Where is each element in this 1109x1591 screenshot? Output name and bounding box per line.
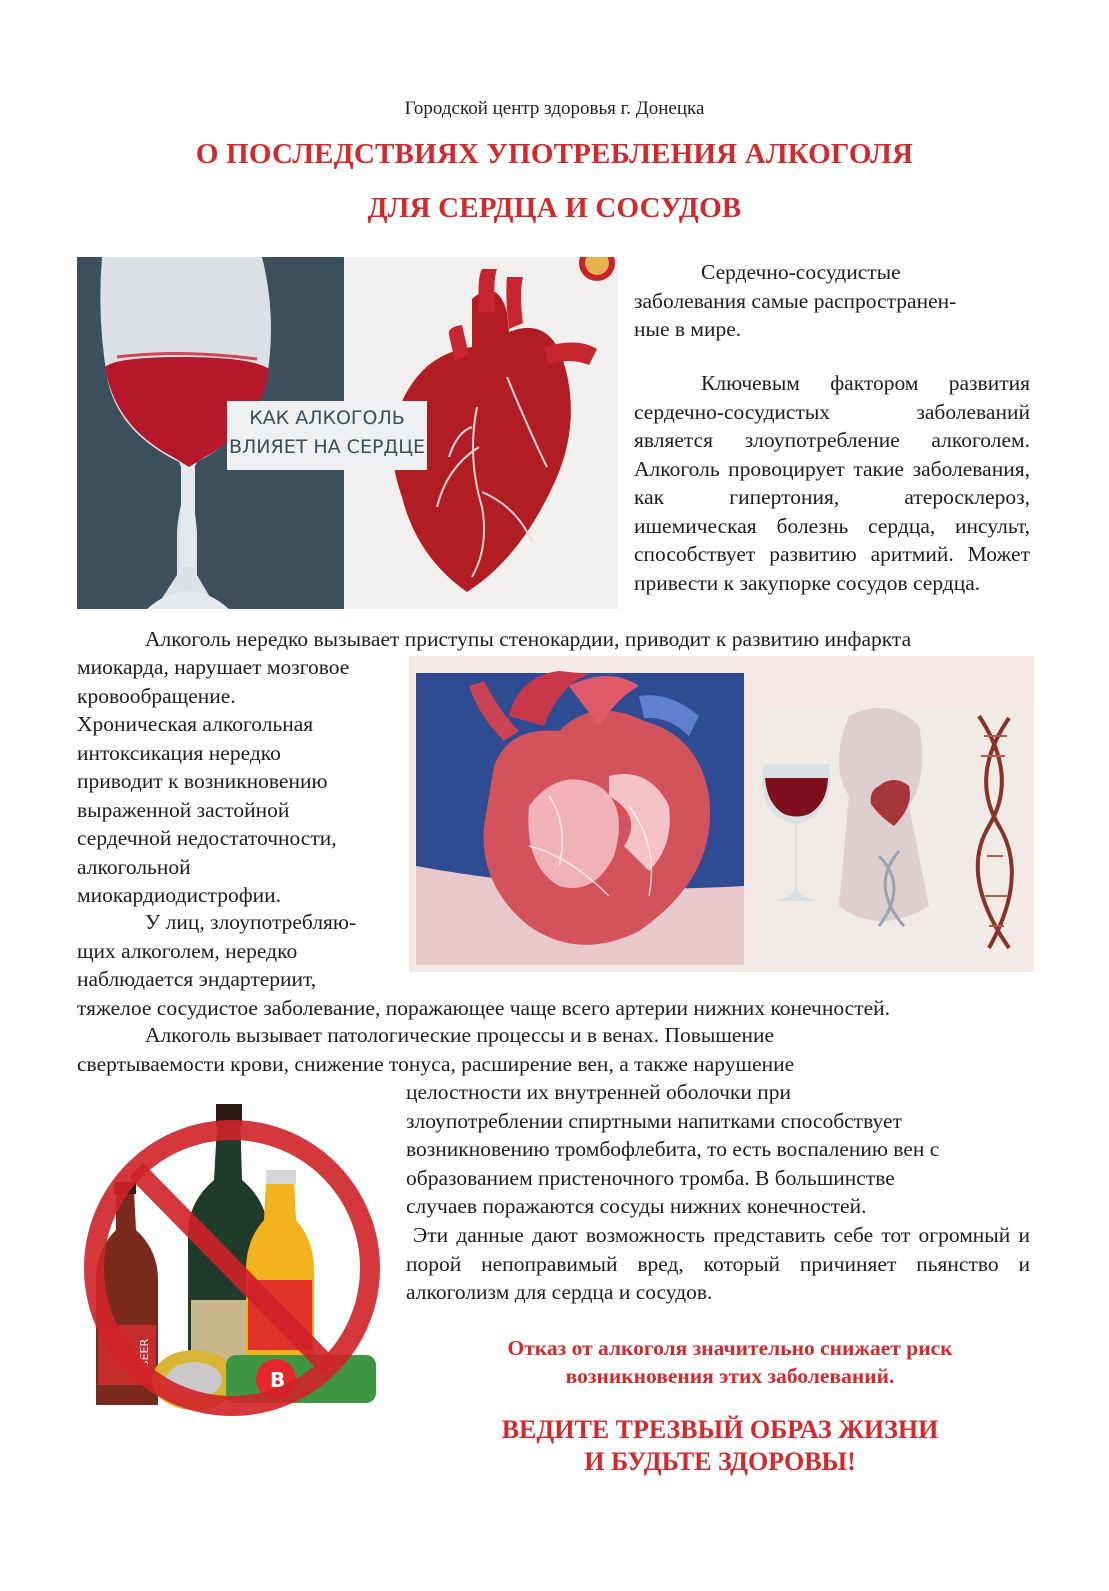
paragraph-line: наблюдается эндартериит,	[77, 967, 317, 991]
paragraph-line: заболевания самые распространен-	[634, 288, 957, 313]
paragraph-line: образованием пристеночного тромба. В большинстве	[406, 1165, 895, 1190]
alcohol-heart-illustration	[77, 257, 618, 609]
paragraph-endarteritis	[77, 908, 1037, 1022]
paragraph-key-factor: Ключевым фактором развития сердечно-сосудистых заболеваний является злоупотребление алкоголем. Алкоголь провоцирует такие заболевания, как гипертония, атеросклероз, ишемическая болезнь сердца, инсульт, способствует развитию аритмий. Может привести к закупорке сосудов сердца.	[634, 371, 1030, 595]
image-caption-line1: КАК АЛКОГОЛЬ	[249, 407, 405, 429]
risk-reduction-message	[400, 1334, 1060, 1390]
can-label: B	[270, 1368, 286, 1392]
paragraph-line: выраженной застойной	[77, 797, 290, 822]
paragraph-conclusion: Эти данные дают возможность представить себе тот огромный и порой непоправимый вред, который причиняет пьянство и алкоголизм для сердца и сосудов.	[406, 1223, 1030, 1304]
paragraph-line: возникновению тромбофлебита, то есть воспалению вен с	[406, 1137, 940, 1161]
paragraph-line: миокарда, нарушает мозговое	[77, 655, 350, 679]
organization-name: Городской центр здоровья г. Донецка	[404, 98, 705, 119]
paragraph-line: Хроническая алкогольная	[77, 712, 314, 736]
no-alcohol-illustration	[76, 1100, 388, 1430]
paragraph-line: целостности их внутренней оболочки при	[406, 1080, 792, 1104]
paragraph-line: приводит к возникновению	[77, 769, 328, 793]
paragraph-line: ные в мире.	[634, 317, 742, 341]
paragraph-cardiovascular-intro	[634, 258, 1032, 344]
paragraph-line: алкогольной	[77, 854, 191, 879]
paragraph-line: щих алкоголем, нередко	[77, 938, 298, 963]
paragraph-line: злоупотреблении спиртными напитками способствует	[406, 1108, 902, 1133]
paragraph-line: миокардиодистрофии.	[77, 883, 282, 907]
no-alcohol-sign-graphic	[76, 1100, 388, 1430]
paragraph-line: кровообращение.	[77, 683, 236, 708]
paragraph-line: сердечной недостаточности,	[77, 826, 337, 850]
paragraph-line: случаев поражаются сосуды нижних конечностей.	[406, 1194, 867, 1218]
risk-reduction-line1: Отказ от алкоголя значительно снижает риск	[507, 1336, 953, 1360]
image-caption-box	[227, 401, 427, 470]
paragraph-line: интоксикация нередко	[77, 740, 281, 765]
page-title-line1: О ПОСЛЕДСТВИЯХ УПОТРЕБЛЕНИЯ АЛКОГОЛЯ	[195, 138, 914, 170]
page-title-line2: ДЛЯ СЕРДЦА И СОСУДОВ	[367, 192, 742, 224]
bottle-label: BEER	[138, 1338, 151, 1368]
paragraph-angina-continued	[77, 653, 407, 910]
paragraph-line: тяжелое сосудистое заболевание, поражающее чаще всего артерии нижних конечностей.	[77, 995, 891, 1020]
paragraph-veins-line1: Алкоголь вызывает патологические процессы и в венах. Повышение	[145, 1023, 775, 1047]
image-caption-line2: ВЛИЯЕТ НА СЕРДЦЕ	[228, 436, 426, 458]
slogan-line1: ВЕДИТЕ ТРЕЗВЫЙ ОБРАЗ ЖИЗНИ	[501, 1415, 939, 1444]
sober-lifestyle-slogan	[400, 1414, 1040, 1478]
paragraph-line: Сердечно-сосудистые	[701, 260, 901, 284]
paragraph-veins-continued	[406, 1078, 1046, 1221]
paragraph-line: У лиц, злоупотребляю-	[145, 910, 357, 934]
paragraph-angina-first-line: Алкоголь нередко вызывает приступы стенокардии, приводит к развитию инфаркта	[145, 627, 912, 651]
risk-reduction-line2: возникновения этих заболеваний.	[565, 1364, 895, 1388]
paragraph-veins-line2: свертываемости крови, снижение тонуса, расширение вен, а также нарушение	[77, 1052, 795, 1076]
slogan-line2: И БУДЬТЕ ЗДОРОВЫ!	[584, 1447, 856, 1476]
